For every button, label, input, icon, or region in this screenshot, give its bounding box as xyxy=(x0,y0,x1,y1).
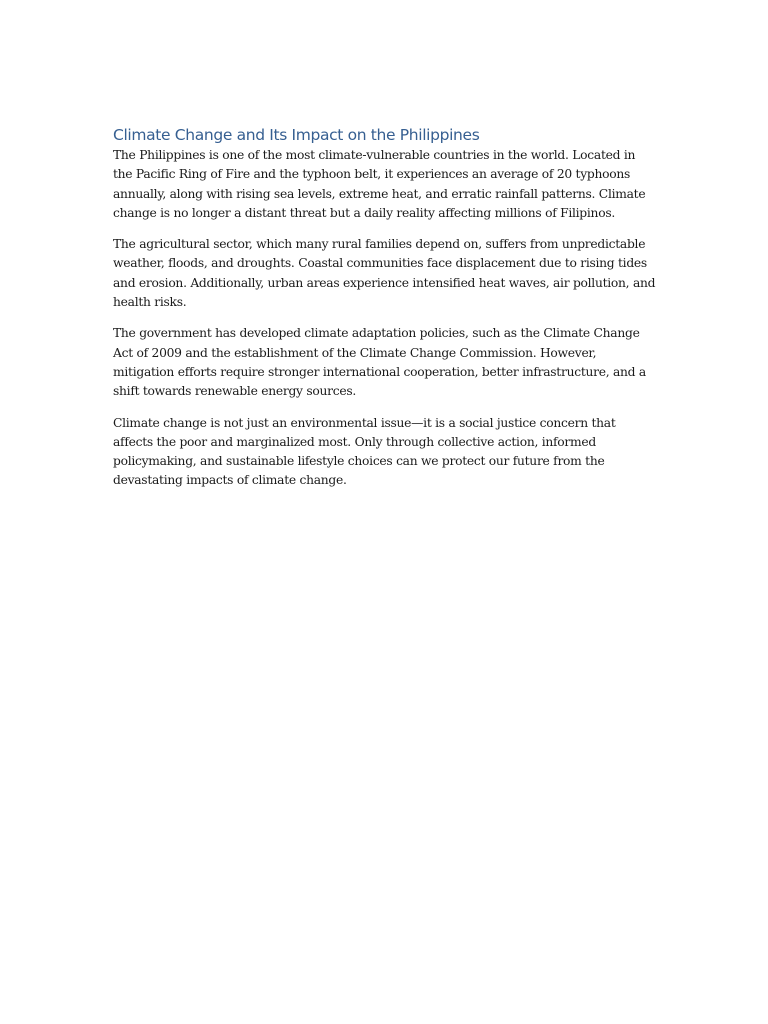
document-title: Climate Change and Its Impact on the Philippines xyxy=(113,126,480,144)
paragraph-conclusion: Climate change is not just an environmental issue—it is a social justice concern that affects the poor and marginalized most. Only through collective action, informed policymaking, and sustainable lifestyle choices can we protect our future from the devastating impacts of climate change. xyxy=(113,415,616,488)
paragraph-agriculture: The agricultural sector, which many rural families depend on, suffers from unpredictable weather, floods, and droughts. Coastal communities face displacement due to rising tides and erosion. Additionally, urban areas experience intensified heat waves, air pollution, and health risks. xyxy=(113,237,656,310)
paragraph-government-policy: The government has developed climate adaptation policies, such as the Climate Change Act of 2009 and the establishment of the Climate Change Commission. However, mitigation efforts require stronger international cooperation, better infrastructure, and a shift towards renewable energy sources. xyxy=(113,326,646,399)
document-body xyxy=(113,124,658,503)
paragraph-vulnerability: The Philippines is one of the most climate-vulnerable countries in the world. Located in the Pacific Ring of Fire and the typhoon belt, it experiences an average of 20 typhoons annually, along with rising sea levels, extreme heat, and erratic rainfall patterns. Climate change is no longer a distant threat but a daily reality affecting millions of Filipinos. xyxy=(113,148,646,220)
